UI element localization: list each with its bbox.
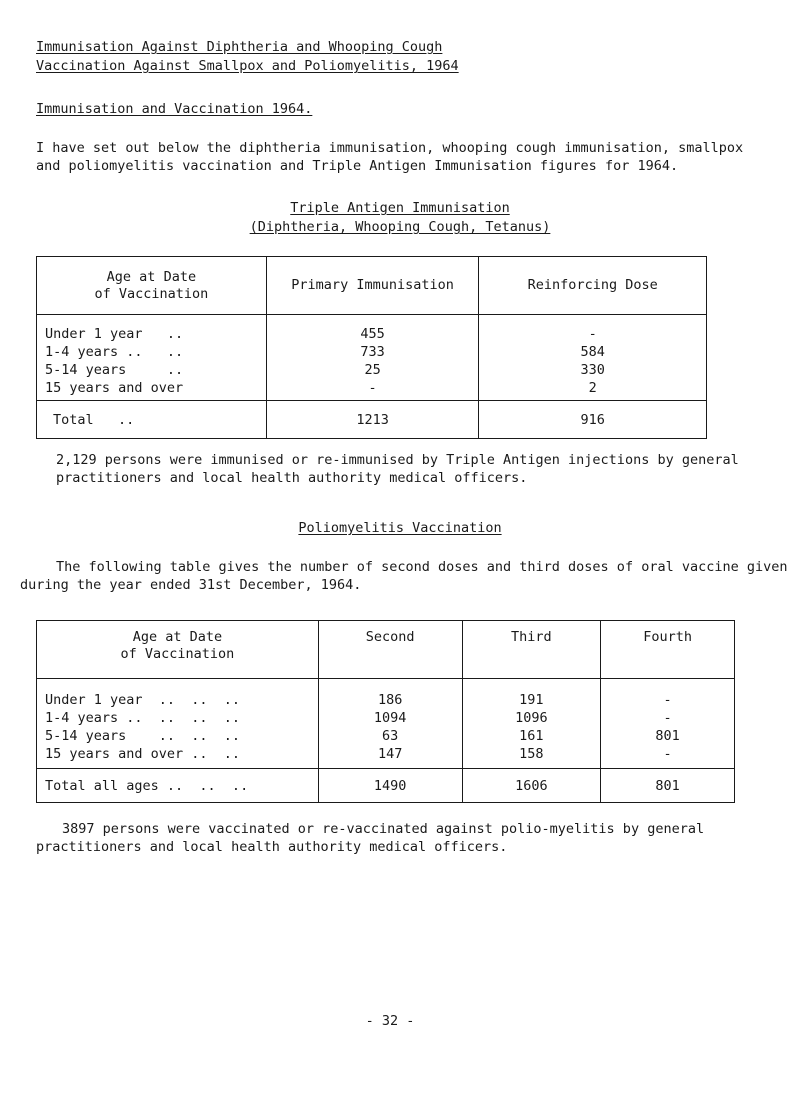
section-title: Immunisation and Vaccination 1964. <box>36 101 313 117</box>
table-cell: 2 <box>588 380 597 396</box>
third-column <box>462 679 601 769</box>
column-header: Reinforcing Dose <box>479 257 707 315</box>
fourth-column <box>601 679 735 769</box>
table-body-row <box>37 679 735 769</box>
table-cell: 147 <box>377 746 403 762</box>
second-column <box>318 679 462 769</box>
heading-line-2: Vaccination Against Smallpox and Poliomyelitis, 1964 <box>36 58 459 74</box>
table-cell: 801 <box>655 728 680 744</box>
reinforcing-column <box>479 315 707 401</box>
polio-note: 3897 persons were vaccinated or re-vaccinated against polio-myelitis by general practitioners and local health authority medical officers. <box>36 821 705 855</box>
table-cell: 25 <box>364 362 381 378</box>
column-header: Primary Immunisation <box>266 257 479 315</box>
table-body-row <box>37 315 707 401</box>
age-column <box>37 679 319 769</box>
table-header-row <box>37 621 735 679</box>
table-header-row <box>37 257 707 315</box>
table-cell: 161 <box>519 728 544 744</box>
table-cell: 63 <box>382 728 399 744</box>
row-label: 1-4 years .. .. .. .. <box>45 710 241 726</box>
polio-vaccination-table <box>36 620 735 803</box>
table-total-row <box>37 769 735 803</box>
triple-note: 2,129 persons were immunised or re-immunised by Triple Antigen injections by general practitioners and local health authority medical officers. <box>56 452 739 486</box>
total-label: Total .. <box>37 401 267 439</box>
triple-antigen-table <box>36 256 707 439</box>
triple-subtitle: (Diphtheria, Whooping Cough, Tetanus) <box>249 219 551 235</box>
page-number: - 32 - <box>365 1013 415 1029</box>
triple-title: Triple Antigen Immunisation <box>290 200 510 216</box>
table-cell: 455 <box>360 326 385 342</box>
row-label: Under 1 year .. <box>45 326 184 342</box>
age-column <box>37 315 267 401</box>
primary-column <box>266 315 479 401</box>
table-cell: - <box>663 746 672 762</box>
column-header: Age at Date of Vaccination <box>37 257 267 315</box>
table-cell: 584 <box>580 344 605 360</box>
table-cell: 330 <box>580 362 605 378</box>
total-cell: 801 <box>601 769 735 803</box>
total-cell: 1490 <box>318 769 462 803</box>
table-cell: 158 <box>519 746 544 762</box>
table-cell: - <box>368 380 377 396</box>
total-cell: 1213 <box>266 401 479 439</box>
table-cell: 191 <box>519 692 544 708</box>
row-label: Under 1 year .. .. .. <box>45 692 241 708</box>
column-header: Age at Date of Vaccination <box>37 621 319 679</box>
table-cell: 1096 <box>515 710 548 726</box>
column-header: Fourth <box>601 621 735 679</box>
table-cell: 186 <box>377 692 403 708</box>
column-header: Second <box>318 621 462 679</box>
table-cell: 1094 <box>373 710 407 726</box>
row-label: 1-4 years .. .. <box>45 344 184 360</box>
table-total-row <box>37 401 707 439</box>
total-cell: 916 <box>479 401 707 439</box>
polio-intro: The following table gives the number of second doses and third doses of oral vaccine given during the year ended 31st December, 1964. <box>20 559 788 593</box>
table-cell: - <box>663 710 672 726</box>
heading-line-1: Immunisation Against Diphtheria and Whooping Cough <box>36 39 443 55</box>
row-label: 15 years and over <box>45 380 184 396</box>
table-cell: - <box>663 692 672 708</box>
polio-title: Poliomyelitis Vaccination <box>298 520 502 536</box>
column-header: Third <box>462 621 601 679</box>
total-cell: 1606 <box>462 769 601 803</box>
row-label: 15 years and over .. .. <box>45 746 241 762</box>
row-label: 5-14 years .. <box>45 362 184 378</box>
total-label: Total all ages .. .. .. <box>37 769 319 803</box>
table-cell: 733 <box>360 344 385 360</box>
row-label: 5-14 years .. .. .. <box>45 728 241 744</box>
intro-paragraph: I have set out below the diphtheria immunisation, whooping cough immunisation, smallpox and poliomyelitis vaccination and Triple Antigen Immunisation figures for 1964. <box>36 140 744 174</box>
table-cell: - <box>588 326 597 342</box>
